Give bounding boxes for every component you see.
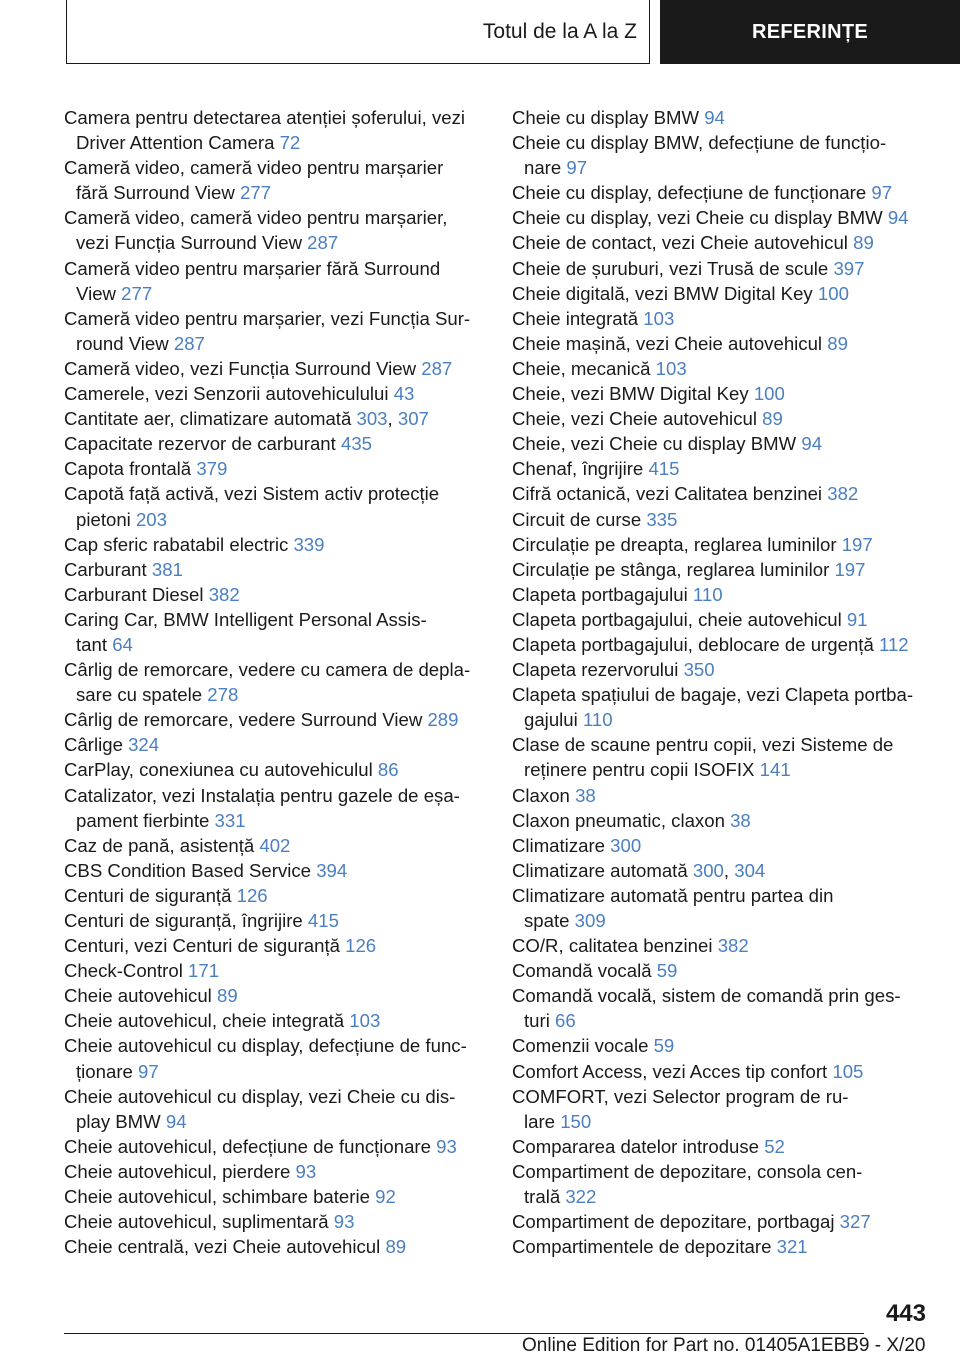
page-link[interactable]: 105 <box>832 1060 864 1082</box>
entry-text: Catalizator, vezi Instalația pentru gazele de eșa- <box>64 784 460 806</box>
page-link[interactable]: 394 <box>316 859 348 881</box>
index-entry <box>512 933 932 958</box>
page-link[interactable]: 171 <box>188 960 220 982</box>
page-header <box>66 0 960 64</box>
index-entry <box>64 155 484 205</box>
entry-text: Cifră octanică, vezi Calitatea benzinei <box>512 483 823 505</box>
index-entry <box>512 1033 932 1058</box>
entry-text: round View <box>76 332 169 354</box>
page-link[interactable]: 300 <box>692 859 724 881</box>
page-link[interactable]: 435 <box>341 433 373 455</box>
entry-text: pietoni <box>76 508 131 530</box>
index-entry <box>512 306 932 331</box>
page-link[interactable]: 110 <box>582 709 613 731</box>
page-link[interactable]: 93 <box>436 1135 457 1157</box>
index-entry <box>512 532 932 557</box>
entry-text: Capotă față activă, vezi Sistem activ protecție <box>64 483 440 505</box>
entry-text: Cameră video pentru marșarier fără Surround <box>64 257 441 279</box>
entry-text: Capacitate rezervor de carburant <box>64 433 336 455</box>
entry-text: Cameră video, cameră video pentru marșarier <box>64 157 444 179</box>
index-entry <box>64 757 484 782</box>
index-entry <box>64 105 484 155</box>
entry-text: Cheie autovehicul, schimbare baterie <box>64 1186 370 1208</box>
entry-text: Cheie de șuruburi, vezi Trusă de scule <box>512 257 829 279</box>
entry-text: Carburant Diesel <box>64 583 204 605</box>
entry-text: vezi Funcția Surround View <box>76 232 302 254</box>
index-entry <box>64 205 484 255</box>
index-entry <box>64 481 484 531</box>
entry-text: Cheie de contact, vezi Cheie autovehicul <box>512 232 848 254</box>
page-link[interactable]: 97 <box>138 1060 159 1082</box>
page-link[interactable]: 415 <box>648 458 680 480</box>
entry-text: Claxon <box>512 784 570 806</box>
page-link[interactable]: 382 <box>827 483 859 505</box>
entry-text: Cheie cu display BMW, defecțiune de funcțio- <box>512 132 887 154</box>
entry-text: Clapeta rezervorului <box>512 659 679 681</box>
page-link[interactable]: 322 <box>565 1186 597 1208</box>
page-link[interactable]: 321 <box>776 1236 808 1258</box>
index-entry <box>512 1159 932 1209</box>
index-entry <box>64 607 484 657</box>
entry-text: gajului <box>524 709 578 731</box>
page-link[interactable]: 278 <box>207 684 239 706</box>
index-entry <box>64 456 484 481</box>
page-link[interactable]: 350 <box>683 659 715 681</box>
page-link[interactable]: 324 <box>128 734 160 756</box>
index-entry <box>512 481 932 506</box>
index-entry <box>64 557 484 582</box>
index-entry <box>512 381 932 406</box>
entry-text: Cameră video, cameră video pentru marșarier, <box>64 207 448 229</box>
index-entry <box>64 707 484 732</box>
entry-text: sare cu spatele <box>76 684 203 706</box>
page-link[interactable]: 309 <box>574 910 606 931</box>
index-entry <box>512 1084 932 1134</box>
index-entry <box>64 657 484 707</box>
index-entry <box>64 958 484 983</box>
entry-text: trală <box>524 1186 561 1208</box>
page-link[interactable]: 103 <box>655 357 687 379</box>
page-link[interactable]: 397 <box>833 257 865 279</box>
page-link[interactable]: 43 <box>393 383 415 405</box>
page-link[interactable]: 277 <box>240 182 272 204</box>
page-link[interactable]: 303 <box>356 408 388 430</box>
entry-text: Circulație pe dreapta, reglarea luminilor <box>512 533 837 555</box>
index-entry <box>512 682 932 732</box>
entry-text: Comfort Access, vezi Acces tip confort <box>512 1060 828 1082</box>
entry-text: Clapeta spațiului de bagaje, vezi Clapeta portba- <box>512 684 914 706</box>
page-link[interactable]: 141 <box>759 759 791 781</box>
entry-text: pament fierbinte <box>76 809 210 831</box>
chapter-tab: REFERINȚE <box>660 0 960 64</box>
entry-text: Cheie cu display, defecțiune de funcționare <box>512 182 867 204</box>
entry-text: Compartimentele de depozitare <box>512 1236 772 1258</box>
entry-text: Clapeta portbagajului, deblocare de urgență <box>512 633 874 655</box>
index-entry <box>64 532 484 557</box>
index-entry <box>64 883 484 908</box>
page-link[interactable]: 94 <box>704 107 725 128</box>
page-link[interactable]: 72 <box>279 132 301 154</box>
page-link[interactable]: 94 <box>887 207 909 229</box>
entry-text: Caring Car, BMW Intelligent Personal Assis- <box>64 608 427 630</box>
index-entry <box>512 1134 932 1159</box>
entry-text: Capota frontală <box>64 458 192 480</box>
entry-text: Camerele, vezi Senzorii autovehiculului <box>64 383 389 405</box>
entry-text: Cheie cu display BMW <box>512 107 700 128</box>
index-entry <box>512 431 932 456</box>
page-link[interactable]: 287 <box>421 357 453 379</box>
footer-edition: Online Edition for Part no. 01405A1EBB9 - X/20 <box>522 1335 926 1356</box>
footer-divider <box>64 1333 864 1334</box>
page-link[interactable]: 94 <box>165 1110 187 1132</box>
index-entry <box>64 732 484 757</box>
entry-text: Compartiment de depozitare, portbagaj <box>512 1211 835 1233</box>
entry-text: tant <box>76 633 108 655</box>
page-link[interactable]: 289 <box>427 709 459 731</box>
entry-text: Climatizare automată pentru partea din <box>512 884 834 906</box>
page-link[interactable]: 92 <box>375 1186 396 1208</box>
index-entry <box>64 1234 484 1259</box>
entry-text: Centuri, vezi Centuri de siguranță <box>64 935 340 957</box>
page-link[interactable]: 379 <box>196 458 228 480</box>
index-entry <box>64 1209 484 1234</box>
index-entry <box>64 858 484 883</box>
entry-text: Driver Attention Camera <box>76 132 275 154</box>
entry-text: fără Surround View <box>76 182 235 204</box>
page-link[interactable]: 89 <box>762 408 783 430</box>
page-link[interactable]: 93 <box>295 1160 317 1182</box>
page-link[interactable]: 287 <box>173 332 205 354</box>
index-entry <box>512 1209 932 1234</box>
entry-text: Cârlige <box>64 734 123 756</box>
page-link[interactable]: 89 <box>853 232 874 254</box>
entry-text: lare <box>524 1110 556 1132</box>
index-entry <box>64 582 484 607</box>
page-link[interactable]: 197 <box>841 533 873 555</box>
index-entry <box>512 808 932 833</box>
entry-text: spate <box>524 910 570 931</box>
index-entry: Cantitate aer, climatizare automată 303, 307 <box>64 408 429 430</box>
index-entry <box>64 1084 484 1134</box>
page-link[interactable]: 335 <box>646 508 678 530</box>
index-entry <box>512 883 932 933</box>
entry-text: Centuri de siguranță <box>64 884 232 906</box>
page-link[interactable]: 38 <box>730 809 751 831</box>
entry-text: Cârlig de remorcare, vedere cu camera de depla- <box>64 659 471 681</box>
page-link[interactable]: 94 <box>801 433 823 455</box>
entry-text: Climatizare <box>512 834 605 856</box>
index-entry <box>512 456 932 481</box>
entry-text: play BMW <box>76 1110 161 1132</box>
page-link[interactable]: 86 <box>377 759 399 781</box>
page-link[interactable]: 52 <box>764 1135 785 1157</box>
entry-text: Cheie autovehicul, suplimentară <box>64 1211 329 1233</box>
index-entry <box>512 507 932 532</box>
index-entry <box>64 1033 484 1083</box>
page-link[interactable]: 91 <box>846 608 868 630</box>
entry-text: Cheie, vezi Cheie cu display BMW <box>512 433 797 455</box>
entry-text: Cheie digitală, vezi BMW Digital Key <box>512 282 813 304</box>
entry-text: CBS Condition Based Service <box>64 859 312 881</box>
entry-text: Centuri de siguranță, îngrijire <box>64 910 303 931</box>
entry-text: Compartiment de depozitare, consola cen- <box>512 1160 863 1182</box>
entry-text: Clapeta portbagajului, cheie autovehicul <box>512 608 842 630</box>
page-link[interactable]: 126 <box>345 935 377 957</box>
page-link[interactable]: 97 <box>871 182 893 204</box>
index-entry <box>512 632 932 657</box>
entry-text: Cheie, vezi BMW Digital Key <box>512 383 749 405</box>
index-entry <box>512 557 932 582</box>
index-entry <box>512 331 932 356</box>
index-entry <box>512 732 932 782</box>
entry-text: View <box>76 282 116 304</box>
page-link[interactable]: 59 <box>653 1035 675 1057</box>
index-entry <box>512 281 932 306</box>
index-entry <box>512 582 932 607</box>
index-entry <box>64 256 484 306</box>
entry-text: Climatizare automată <box>512 859 688 881</box>
entry-text: Cheie integrată <box>512 307 639 329</box>
index-entry <box>512 1234 932 1259</box>
entry-text: Cheie autovehicul, defecțiune de funcționare <box>64 1135 431 1157</box>
entry-text: Cameră video pentru marșarier, vezi Funcția Sur- <box>64 307 471 329</box>
page-link[interactable]: 103 <box>349 1010 381 1032</box>
index-entry <box>64 1134 484 1159</box>
page-link[interactable]: 382 <box>717 935 749 957</box>
index-entry <box>64 356 484 381</box>
page-link[interactable]: 277 <box>121 282 153 304</box>
entry-text: Cheie autovehicul cu display, defecțiune de func- <box>64 1035 467 1057</box>
entry-text: Chenaf, îngrijire <box>512 458 644 480</box>
page-link[interactable]: 300 <box>610 834 642 856</box>
entry-text: Claxon pneumatic, claxon <box>512 809 725 831</box>
index-entry <box>64 933 484 958</box>
entry-text: Comandă vocală, sistem de comandă prin ges- <box>512 985 901 1007</box>
entry-text: Cameră video, vezi Funcția Surround View <box>64 357 417 379</box>
page-link[interactable]: 110 <box>692 583 723 605</box>
page-link[interactable]: 89 <box>217 985 238 1007</box>
index-entry <box>512 105 932 130</box>
entry-text: COMFORT, vezi Selector program de ru- <box>512 1085 849 1107</box>
entry-text: Circuit de curse <box>512 508 642 530</box>
entry-text: nare <box>524 157 562 179</box>
index-entry <box>512 406 932 431</box>
index-entry <box>512 230 932 255</box>
page-link[interactable]: 203 <box>135 508 167 530</box>
index-entry <box>64 431 484 456</box>
entry-text: Comandă vocală <box>512 960 652 982</box>
index-entry <box>512 356 932 381</box>
entry-text: Cheie autovehicul <box>64 985 212 1007</box>
entry-text: Cap sferic rabatabil electric <box>64 533 289 555</box>
entry-text: Cheie, vezi Cheie autovehicul <box>512 408 757 430</box>
index-entry <box>512 783 932 808</box>
index-entry <box>512 958 932 983</box>
page-link[interactable]: 382 <box>208 583 240 605</box>
index-entry <box>512 180 932 205</box>
page-link[interactable]: 103 <box>643 307 675 329</box>
page-link[interactable]: 331 <box>214 809 246 831</box>
page-link[interactable]: 89 <box>827 332 848 354</box>
entry-text: Cheie, mecanică <box>512 357 651 379</box>
entry-text: Clapeta portbagajului <box>512 583 688 605</box>
index-entry <box>64 1159 484 1184</box>
index-entry <box>512 1059 932 1084</box>
page-link[interactable]: 38 <box>575 784 596 806</box>
page-link[interactable]: 93 <box>333 1211 355 1233</box>
page-link[interactable]: 402 <box>259 834 291 856</box>
page-link[interactable]: 66 <box>555 1010 576 1032</box>
page-link[interactable]: 150 <box>560 1110 592 1132</box>
page-link[interactable]: 197 <box>834 558 866 580</box>
entry-text: CO/R, calitatea benzinei <box>512 935 713 957</box>
page-link[interactable]: 126 <box>236 884 268 906</box>
index-entry <box>64 306 484 356</box>
index-entry <box>512 130 932 180</box>
index-entry <box>512 256 932 281</box>
entry-text: reținere pentru copii ISOFIX <box>524 759 755 781</box>
index-entry <box>64 783 484 833</box>
entry-text: Cheie autovehicul cu display, vezi Cheie cu dis- <box>64 1085 456 1107</box>
entry-text: Clase de scaune pentru copii, vezi Sisteme de <box>512 734 894 756</box>
index-entry <box>512 205 932 230</box>
index-column-left <box>64 105 484 1259</box>
entry-text: Cantitate aer, climatizare automată <box>64 408 352 430</box>
entry-text: turi <box>524 1010 550 1032</box>
entry-text: Cheie autovehicul, cheie integrată <box>64 1010 345 1032</box>
index-column-right <box>512 105 932 1259</box>
index-entry <box>64 833 484 858</box>
index-entry <box>64 983 484 1008</box>
entry-text: Cheie cu display, vezi Cheie cu display BMW <box>512 207 883 229</box>
entry-text: Cheie centrală, vezi Cheie autovehicul <box>64 1236 381 1258</box>
entry-text: Cheie mașină, vezi Cheie autovehicul <box>512 332 823 354</box>
entry-text: Carburant <box>64 558 147 580</box>
entry-text: Check-Control <box>64 960 183 982</box>
page-link[interactable]: 339 <box>293 533 325 555</box>
page-link[interactable]: 327 <box>839 1211 871 1233</box>
entry-text: Comenzii vocale <box>512 1035 649 1057</box>
page-link[interactable]: 304 <box>734 859 766 881</box>
entry-text: Compararea datelor introduse <box>512 1135 760 1157</box>
page-number: 443 <box>885 1300 926 1327</box>
entry-text: Caz de pană, asistență <box>64 834 255 856</box>
page-link[interactable]: 415 <box>307 910 339 931</box>
index-entry <box>64 908 484 933</box>
page-link[interactable]: 287 <box>307 232 339 254</box>
page-link[interactable]: 59 <box>656 960 678 982</box>
page-link[interactable]: 112 <box>878 633 909 655</box>
index-entry: Climatizare automată 300, 304 <box>512 859 766 881</box>
page-link[interactable]: 100 <box>753 383 785 405</box>
entry-text: ționare <box>76 1060 133 1082</box>
page-link[interactable]: 100 <box>817 282 849 304</box>
page-link[interactable]: 307 <box>397 408 429 430</box>
page-link[interactable]: 64 <box>112 633 133 655</box>
index-entry <box>512 833 932 858</box>
entry-text: Camera pentru detectarea atenției șoferului, vezi <box>64 107 466 128</box>
index-entry <box>512 657 932 682</box>
entry-text: Cheie autovehicul, pierdere <box>64 1160 291 1182</box>
entry-text: Circulație pe stânga, reglarea luminilor <box>512 558 830 580</box>
index-entry <box>512 607 932 632</box>
entry-text: Cârlig de remorcare, vedere Surround View <box>64 709 423 731</box>
index-entry <box>512 983 932 1033</box>
index-entry <box>64 1184 484 1209</box>
entry-text: CarPlay, conexiunea cu autovehiculul <box>64 759 373 781</box>
page-link[interactable]: 89 <box>385 1236 407 1258</box>
page-link[interactable]: 381 <box>151 558 183 580</box>
index-entry <box>64 1008 484 1033</box>
section-title: Totul de la A la Z <box>66 0 650 64</box>
index-entry <box>64 381 484 406</box>
page-link[interactable]: 97 <box>566 157 588 179</box>
